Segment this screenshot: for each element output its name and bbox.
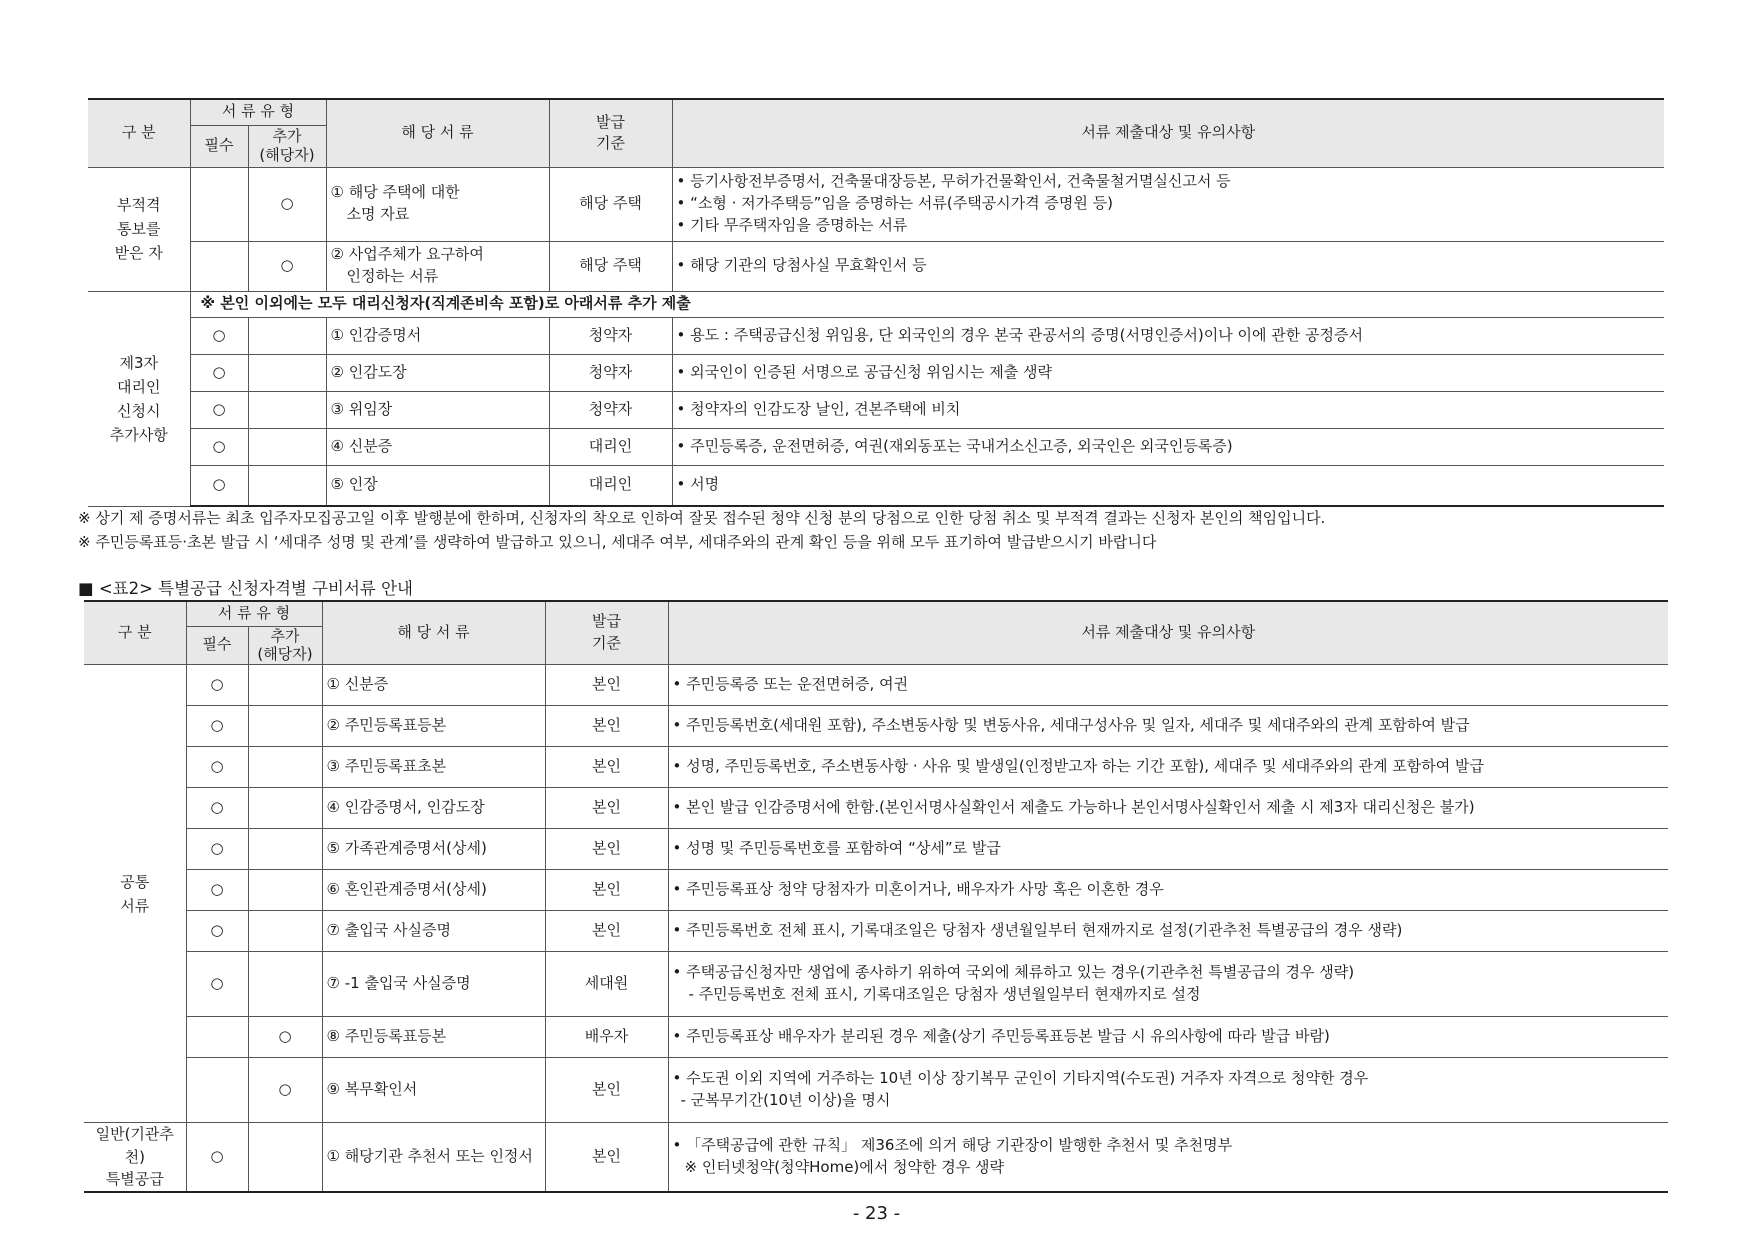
table-special-supply-documents [84,600,1668,1193]
header-doc-type: 서 류 유 형 [186,601,322,626]
required-mark [190,241,248,291]
category-ineligible: 부적격 통보를 받은 자 [88,167,190,291]
issue-basis: 본인 [545,829,668,870]
document-notes: • 「주택공급에 관한 규칙」 제36조에 의거 해당 기관장이 발행한 추천서 및 추천명부 ※ 인터넷청약(청약Home)에서 청약한 경우 생략 [668,1123,1668,1192]
header-category: 구 분 [84,601,186,665]
additional-mark [248,391,326,428]
header-document: 해 당 서 류 [326,99,549,167]
issue-basis: 본인 [545,747,668,788]
required-mark: ○ [186,952,248,1017]
document-notes: • 등기사항전부증명서, 건축물대장등본, 무허가건물확인서, 건축물철거멸실신고서 등 • “소형 · 저가주택등”임을 증명하는 서류(주택공시가격 증명원 등) • 기타 무주택자임을 증명하는 서류 [672,167,1664,241]
required-mark: ○ [190,465,248,506]
document-notes: • 주택공급신청자만 생업에 종사하기 위하여 국외에 체류하고 있는 경우(기관추천 특별공급의 경우 생략) - 주민등록번호 전체 표시, 기록대조일은 당첨자 생년월일부터 현재까지로 설정 [668,952,1668,1017]
document-notes: • 성명, 주민등록번호, 주소변동사항 · 사유 및 발생일(인정받고자 하는 기간 포함), 세대주 및 세대주와의 관계 포함하여 발급 [668,747,1668,788]
required-mark: ○ [190,428,248,465]
additional-mark [248,788,322,829]
header-document: 해 당 서 류 [322,601,545,665]
table-documents-ineligible-proxy [88,98,1664,507]
document-name: ③ 위임장 [326,391,549,428]
document-notes: • 외국인이 인증된 서명으로 공급신청 위임시는 제출 생략 [672,354,1664,391]
additional-mark: ○ [248,241,326,291]
document-name: ① 신분증 [322,665,545,706]
document-notes: • 수도권 이외 지역에 거주하는 10년 이상 장기복무 군인이 기타지역(수도권) 거주자 자격으로 청약한 경우 - 군복무기간(10년 이상)을 명시 [668,1058,1668,1123]
additional-mark [248,465,326,506]
issue-basis: 본인 [545,911,668,952]
required-mark: ○ [190,317,248,354]
document-name: ④ 인감증명서, 인감도장 [322,788,545,829]
document-name: ⑨ 복무확인서 [322,1058,545,1123]
additional-mark [248,1123,322,1192]
document-notes: • 본인 발급 인감증명서에 한함.(본인서명사실확인서 제출도 가능하나 본인서명사실확인서 제출 시 제3자 대리신청은 불가) [668,788,1668,829]
header-required: 필수 [190,125,248,167]
additional-mark [248,354,326,391]
document-name: ① 해당 주택에 대한 소명 자료 [326,167,549,241]
header-additional: 추가 (해당자) [248,626,322,665]
document-notes: • 해당 기관의 당첨사실 무효확인서 등 [672,241,1664,291]
document-notes: • 성명 및 주민등록번호를 포함하여 “상세”로 발급 [668,829,1668,870]
document-name: ③ 주민등록표초본 [322,747,545,788]
document-notes: • 주민등록번호 전체 표시, 기록대조일은 당첨자 생년월일부터 현재까지로 설정(기관추천 특별공급의 경우 생략) [668,911,1668,952]
document-name: ⑦ 출입국 사실증명 [322,911,545,952]
issue-basis: 해당 주택 [549,241,672,291]
category-common-documents: 공통 서류 [84,665,186,1123]
additional-mark [248,829,322,870]
document-notes: • 주민등록번호(세대원 포함), 주소변동사항 및 변동사유, 세대구성사유 및 일자, 세대주 및 세대주와의 관계 포함하여 발급 [668,706,1668,747]
required-mark: ○ [186,706,248,747]
header-notes: 서류 제출대상 및 유의사항 [668,601,1668,665]
document-notes: • 용도 : 주택공급신청 위임용, 단 외국인의 경우 본국 관공서의 증명(서명인증서)이나 이에 관한 공정증서 [672,317,1664,354]
document-name: ⑥ 혼인관계증명서(상세) [322,870,545,911]
additional-mark: ○ [248,1017,322,1058]
document-name: ⑧ 주민등록표등본 [322,1017,545,1058]
additional-mark [248,706,322,747]
issue-basis: 본인 [545,788,668,829]
issue-basis: 본인 [545,870,668,911]
additional-mark [248,428,326,465]
document-name: ② 사업주체가 요구하여 인정하는 서류 [326,241,549,291]
document-name: ⑤ 인장 [326,465,549,506]
document-name: ⑤ 가족관계증명서(상세) [322,829,545,870]
additional-mark [248,665,322,706]
required-mark: ○ [190,391,248,428]
additional-mark [248,747,322,788]
footnote-validity: ※ 상기 제 증명서류는 최초 입주자모집공고일 이후 발행분에 한하며, 신청자의 착오로 인하여 잘못 접수된 청약 신청 분의 당첨으로 인한 당첨 취소 및 부적격 결과는 신청자 본인의 책임입니다. [78,509,1326,527]
category-institution-recommended: 일반(기관추천) 특별공급 [84,1123,186,1192]
issue-basis: 대리인 [549,428,672,465]
document-name: ① 해당기관 추천서 또는 인정서 [322,1123,545,1192]
required-mark: ○ [186,665,248,706]
additional-mark: ○ [248,1058,322,1123]
proxy-banner: ※ 본인 이외에는 모두 대리신청자(직계존비속 포함)로 아래서류 추가 제출 [190,291,1664,317]
issue-basis: 배우자 [545,1017,668,1058]
document-name: ⑦ -1 출입국 사실증명 [322,952,545,1017]
required-mark: ○ [186,747,248,788]
additional-mark [248,870,322,911]
document-notes: • 주민등록표상 배우자가 분리된 경우 제출(상기 주민등록표등본 발급 시 유의사항에 따라 발급 바람) [668,1017,1668,1058]
required-mark: ○ [186,911,248,952]
header-required: 필수 [186,626,248,665]
header-issue-basis: 발급 기준 [549,99,672,167]
additional-mark: ○ [248,167,326,241]
issue-basis: 청약자 [549,354,672,391]
required-mark [186,1017,248,1058]
document-notes: • 주민등록표상 청약 당첨자가 미혼이거나, 배우자가 사망 혹은 이혼한 경우 [668,870,1668,911]
additional-mark [248,952,322,1017]
category-proxy: 제3자 대리인 신청시 추가사항 [88,291,190,506]
issue-basis: 세대원 [545,952,668,1017]
issue-basis: 청약자 [549,317,672,354]
document-name: ② 주민등록표등본 [322,706,545,747]
header-category: 구 분 [88,99,190,167]
document-name: ① 인감증명서 [326,317,549,354]
document-notes: • 주민등록증, 운전면허증, 여권(재외동포는 국내거소신고증, 외국인은 외국인등록증) [672,428,1664,465]
footnote-resident-registration: ※ 주민등록표등·초본 발급 시 ‘세대주 성명 및 관계’를 생략하여 발급하고 있으니, 세대주 여부, 세대주와의 관계 확인 등을 위해 모두 표기하여 발급받으시기 바랍니다 [78,533,1157,551]
header-doc-type: 서 류 유 형 [190,99,326,125]
document-notes: • 서명 [672,465,1664,506]
issue-basis: 본인 [545,665,668,706]
additional-mark [248,911,322,952]
document-name: ④ 신분증 [326,428,549,465]
issue-basis: 청약자 [549,391,672,428]
required-mark: ○ [186,870,248,911]
required-mark: ○ [186,829,248,870]
issue-basis: 대리인 [549,465,672,506]
required-mark: ○ [186,788,248,829]
issue-basis: 해당 주택 [549,167,672,241]
document-name: ② 인감도장 [326,354,549,391]
issue-basis: 본인 [545,1123,668,1192]
issue-basis: 본인 [545,1058,668,1123]
header-additional: 추가 (해당자) [248,125,326,167]
section-title: ■ <표2> 특별공급 신청자격별 구비서류 안내 [78,579,413,598]
additional-mark [248,317,326,354]
required-mark [190,167,248,241]
document-notes: • 청약자의 인감도장 날인, 견본주택에 비치 [672,391,1664,428]
document-notes: • 주민등록증 또는 운전면허증, 여권 [668,665,1668,706]
header-notes: 서류 제출대상 및 유의사항 [672,99,1664,167]
header-issue-basis: 발급 기준 [545,601,668,665]
required-mark: ○ [190,354,248,391]
required-mark: ○ [186,1123,248,1192]
page-number: - 23 - [852,1203,901,1224]
issue-basis: 본인 [545,706,668,747]
required-mark [186,1058,248,1123]
